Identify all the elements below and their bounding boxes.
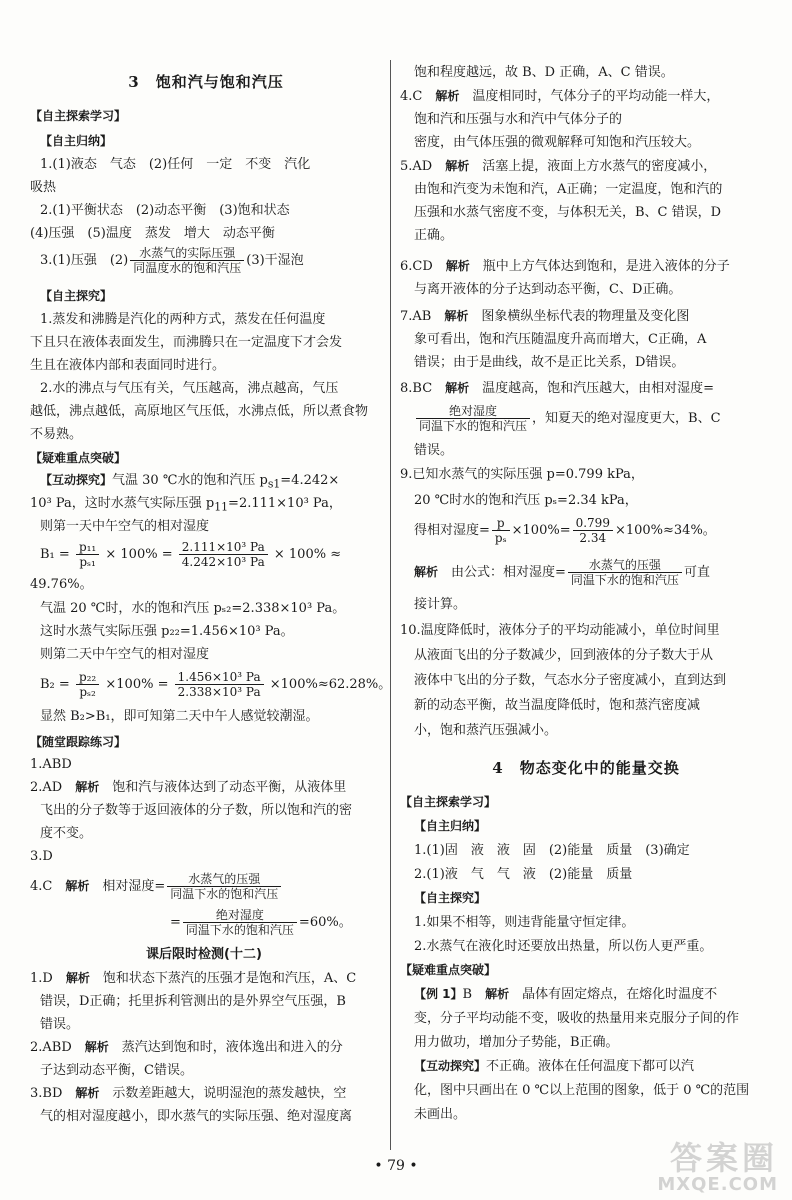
answer-line: 错误，D正确；托里拆利管测出的是外界空气压强，B — [40, 994, 346, 1009]
answer-line: 9.已知水蒸气的实际压强 p=0.799 kPa， — [400, 467, 644, 482]
text: =60%。 — [298, 915, 352, 930]
text: 示数差距越大，说明湿泡的蒸发越快，空 — [99, 1086, 347, 1101]
analysis-tag: 解析 — [75, 780, 100, 794]
text: 4.C — [30, 879, 66, 894]
fraction — [130, 246, 244, 275]
fraction — [568, 558, 682, 587]
answer-line — [30, 872, 283, 901]
heading-self-summary: 【自主归纳】 — [414, 819, 487, 833]
section-title-3: 3 饱和汽与饱和汽压 — [128, 73, 284, 91]
denominator: 4.242×10³ Pa — [181, 555, 265, 569]
answer-line: 飞出的分子数等于返回液体的分子数，所以饱和汽的密 — [40, 803, 353, 818]
text: 晶体有固定熔点，在熔化时温度不 — [509, 987, 718, 1002]
analysis-tag: 解析 — [444, 309, 469, 323]
answer-line: 压强和水蒸气密度不变，与体积无关，B、C 错误，D — [414, 205, 722, 220]
answer-line: 20 ℃时水的饱和汽压 pₛ=2.34 kPa， — [414, 493, 638, 508]
text: 蒸汽达到饱和时，液体逸出和进入的分 — [108, 1040, 343, 1055]
example-line: 变，分子平均动能不变，吸收的热量用来克服分子间的作 — [414, 1011, 740, 1026]
explore-line: 2.水蒸气在液化时还要放出热量，所以伤人更严重。 — [414, 939, 713, 954]
label: 【例 1】 — [414, 987, 463, 1001]
text: 4.C — [400, 89, 436, 104]
example-line — [414, 984, 717, 1005]
answer-line — [30, 1083, 346, 1104]
interactive-line — [30, 493, 342, 518]
answer-line: 饱和汽和压强与水和汽中气体分子的 — [414, 112, 623, 127]
interactive-line: 则第二天中午空气的相对湿度 — [40, 647, 210, 662]
numerator: 2.111×10³ Pa — [179, 540, 268, 555]
summary-line: 1.(1)固 液 液 固 (2)能量 质量 (3)确定 — [414, 843, 690, 858]
text: 2.AD — [30, 780, 76, 795]
text: × 100% ≈ — [273, 547, 342, 562]
subscript: s1 — [267, 477, 281, 491]
summary-line-fraction — [40, 246, 304, 275]
answer-line: 液体中飞出的分子数，气态水分子密度减小，直到达到 — [414, 673, 727, 688]
denominator: pₛ₁ — [79, 555, 96, 569]
fraction — [175, 670, 264, 699]
fraction — [167, 872, 281, 901]
answer-line: 饱和程度越远，故 B、D 正确，A、C 错误。 — [414, 65, 674, 80]
answer-line: 接计算。 — [414, 597, 467, 612]
explore-line: 生且在液体内部和表面同时进行。 — [30, 358, 226, 373]
answer-line — [414, 404, 721, 433]
section-title-4: 4 物态变化中的能量交换 — [492, 759, 680, 777]
column-divider — [390, 60, 391, 1150]
denominator: 2.34 — [579, 531, 607, 545]
denominator: 2.338×10³ Pa — [177, 685, 261, 699]
interactive-line: 这时水蒸气实际压强 p₂₂=1.456×10³ Pa。 — [40, 624, 294, 639]
denominator: 同温下水的饱和汽压 — [170, 887, 279, 901]
answer-line: 子达到动态平衡，C错误。 — [40, 1063, 193, 1078]
formula-1 — [40, 540, 341, 569]
answer-line: 3.D — [30, 849, 53, 864]
answer-line — [30, 1037, 343, 1058]
interactive-line — [414, 1056, 694, 1077]
denominator: 同温下水的饱和汽压 — [419, 419, 528, 433]
text: 1.D — [30, 971, 66, 986]
answer-line — [30, 968, 356, 989]
text: 8.BC — [400, 381, 446, 396]
heading-self-study: 【自主探索学习】 — [30, 109, 127, 123]
analysis-tag: 解析 — [435, 89, 460, 103]
interactive-line: 气温 20 ℃时，水的饱和汽压 pₛ₂=2.338×10³ Pa。 — [40, 601, 346, 616]
heading-difficult: 【疑难重点突破】 — [30, 451, 127, 465]
text: ，知夏天的绝对湿度更大，B、C — [532, 411, 721, 426]
numerator: 1.456×10³ Pa — [175, 670, 264, 685]
answer-line — [170, 908, 352, 937]
watermark-logo: 答案圈 — [669, 1139, 778, 1177]
answer-line: 10.温度降低时，液体分子的平均动能减小，单位时间里 — [400, 623, 720, 638]
analysis-tag: 解析 — [485, 987, 510, 1001]
numerator: 0.799 — [573, 516, 613, 531]
analysis-tag: 解析 — [414, 565, 439, 579]
analysis-tag: 解析 — [84, 1040, 109, 1054]
text: =2.111×10³ Pa， — [228, 496, 342, 511]
answer-line: 正确。 — [414, 228, 454, 243]
answer-line: 1.ABD — [30, 757, 72, 772]
text: × 100% = — [105, 547, 173, 562]
numerator: 绝对湿度 — [183, 908, 297, 923]
answer-line: 密度，由气体压强的微观解释可知饱和汽压较大。 — [414, 135, 701, 150]
watermark — [657, 1140, 778, 1194]
text: 饱和状态下蒸汽的压强才是饱和汽压，A、C — [89, 971, 357, 986]
page-number: • 79 • — [374, 1158, 418, 1174]
explore-line: 2.水的沸点与气压有关，气压越高，沸点越高，气压 — [40, 381, 339, 396]
answer-line — [30, 777, 346, 798]
analysis-tag: 解析 — [445, 159, 470, 173]
analysis-tag: 解析 — [445, 259, 470, 273]
summary-line: 1.(1)液态 气态 (2)任何 一定 不变 汽化 — [40, 157, 311, 172]
text: 瓶中上方气体达到饱和，是进入液体的分子 — [469, 259, 730, 274]
text: 2.ABD — [30, 1040, 85, 1055]
numerator: 绝对湿度 — [416, 404, 530, 419]
answer-line — [414, 516, 716, 545]
answer-line — [400, 156, 716, 177]
explore-line: 1.蒸发和沸腾是汽化的两种方式，蒸发在任何温度 — [40, 312, 326, 327]
formula-lhs: B₁ = — [40, 547, 70, 562]
denominator: 同温下水的饱和汽压 — [570, 573, 679, 587]
fraction — [573, 516, 613, 545]
heading-difficult: 【疑难重点突破】 — [400, 963, 497, 977]
answer-line: 由饱和汽变为未饱和汽，A正确；一定温度，饱和汽的 — [414, 182, 723, 197]
interactive-line: 未画出。 — [414, 1107, 467, 1122]
answer-line: 象可看出，饱和汽压随温度升高而增大，C正确，A — [414, 332, 707, 347]
answer-line — [400, 256, 730, 277]
text: =4.242× — [280, 473, 340, 488]
numerator: 水蒸气的压强 — [568, 558, 682, 573]
text: 温度相同时，气体分子的平均动能一样大， — [459, 89, 720, 104]
interactive-line — [40, 470, 339, 495]
explore-line: 越低，沸点越低，高原地区气压低，水沸点低，所以煮食物 — [30, 404, 369, 419]
fraction — [76, 540, 99, 569]
text: 6.CD — [400, 259, 446, 274]
label: 【互动探究】 — [40, 473, 113, 487]
answer-line: 小，饱和蒸汽压强减小。 — [414, 723, 558, 738]
denominator: 同温度水的饱和汽压 — [133, 261, 242, 275]
answer-line: 错误。 — [414, 443, 454, 458]
text: 可直 — [683, 565, 710, 580]
formula-2 — [40, 670, 391, 699]
numerator: p — [492, 516, 510, 531]
text: 饱和汽与液体达到了动态平衡，从液体里 — [99, 780, 347, 795]
text: 温度越高，饱和汽压越大，由相对湿度= — [469, 381, 715, 396]
denominator: 同温下水的饱和汽压 — [185, 923, 294, 937]
numerator: p₂₂ — [76, 670, 99, 685]
subscript: 11 — [214, 500, 229, 514]
answer-line — [414, 558, 710, 587]
interactive-line: 化，图中只画出在 0 ℃以上范围的图象，低于 0 ℃的范围 — [414, 1083, 750, 1098]
interactive-line: 则第一天中午空气的相对湿度 — [40, 519, 210, 534]
answer-line: 错误；由于是曲线，故不是正比关系，D错误。 — [414, 355, 685, 370]
fraction — [492, 516, 510, 545]
heading-self-explore: 【自主探究】 — [40, 289, 113, 303]
answer-line: 度不变。 — [40, 826, 93, 841]
text: 图象横纵坐标代表的物理量及变化图 — [468, 309, 690, 324]
fraction — [416, 404, 530, 433]
heading-self-explore: 【自主探究】 — [414, 891, 487, 905]
numerator: 水蒸气的压强 — [167, 872, 281, 887]
summary-line: (4)压强 (5)温度 蒸发 增大 动态平衡 — [30, 226, 275, 241]
heading-self-summary: 【自主归纳】 — [40, 134, 113, 148]
fraction — [183, 908, 297, 937]
interactive-line: 显然 B₂>B₁，即可知第二天中午人感觉较潮湿。 — [40, 709, 319, 724]
answer-line: 气的相对湿度越小，即水蒸气的实际压强、绝对湿度离 — [40, 1109, 353, 1124]
text: 5.AD — [400, 159, 446, 174]
text: ×100%≈34%。 — [614, 523, 716, 538]
text: 不正确。液体在任何温度下都可以汽 — [486, 1059, 695, 1074]
label: 【互动探究】 — [414, 1059, 487, 1073]
heading-follow-practice: 【随堂跟踪练习】 — [30, 735, 127, 749]
heading-self-study: 【自主探索学习】 — [400, 795, 497, 809]
summary-line: 2.(1)液 气 气 液 (2)能量 质量 — [414, 867, 633, 882]
analysis-tag: 解析 — [65, 971, 90, 985]
analysis-tag: 解析 — [65, 879, 90, 893]
explore-line: 下且只在液体表面发生，而沸腾只在一定温度下才会发 — [30, 335, 343, 350]
text: 由公式：相对湿度= — [438, 565, 566, 580]
text: ×100% = — [105, 677, 169, 692]
numerator: p₁₁ — [76, 540, 99, 555]
text: B — [462, 987, 486, 1002]
answer-line — [400, 306, 689, 327]
answer-line: 与离开液体的分子达到动态平衡，C、D正确。 — [414, 282, 682, 297]
answer-line — [400, 86, 719, 107]
denominator: pₛ — [494, 531, 507, 545]
example-line: 用力做功，增加分子势能，B正确。 — [414, 1035, 619, 1050]
text: 相对湿度= — [89, 879, 166, 894]
explore-line: 不易熟。 — [30, 427, 83, 442]
text: (3)干湿泡 — [246, 253, 304, 268]
text: 7.AB — [400, 309, 445, 324]
after-class-title: 课后限时检测(十二) — [146, 947, 262, 962]
text: 3.BD — [30, 1086, 76, 1101]
text: 3.(1)压强 (2) — [40, 253, 129, 268]
text: ×100%≈62.28%。 — [269, 677, 392, 692]
answer-line — [400, 378, 714, 399]
analysis-tag: 解析 — [75, 1086, 100, 1100]
numerator: 水蒸气的实际压强 — [130, 246, 244, 261]
fraction — [179, 540, 268, 569]
summary-line: 吸热 — [30, 180, 57, 195]
summary-line: 2.(1)平衡状态 (2)动态平衡 (3)饱和状态 — [40, 203, 290, 218]
text: = — [170, 915, 181, 930]
text: 10³ Pa，这时水蒸气实际压强 p — [30, 496, 215, 511]
answer-line: 从液面飞出的分子数减少，回到液体的分子数大于从 — [414, 648, 714, 663]
text: 气温 30 ℃水的饱和汽压 p — [112, 473, 268, 488]
answer-line: 错误。 — [40, 1017, 80, 1032]
formula-result: 49.76%。 — [30, 577, 93, 592]
explore-line: 1.如果不相等，则违背能量守恒定律。 — [414, 915, 635, 930]
text: 活塞上提，液面上方水蒸气的密度减小， — [469, 159, 717, 174]
watermark-url: MXQE.COM — [657, 1174, 778, 1195]
answer-line: 新的动态平衡，故当温度降低时，饱和蒸汽密度减 — [414, 698, 701, 713]
denominator: pₛ₂ — [79, 685, 96, 699]
formula-lhs: B₂ = — [40, 677, 70, 692]
analysis-tag: 解析 — [445, 381, 470, 395]
text: 得相对湿度= — [414, 523, 490, 538]
fraction — [76, 670, 99, 699]
text: ×100%= — [511, 523, 571, 538]
